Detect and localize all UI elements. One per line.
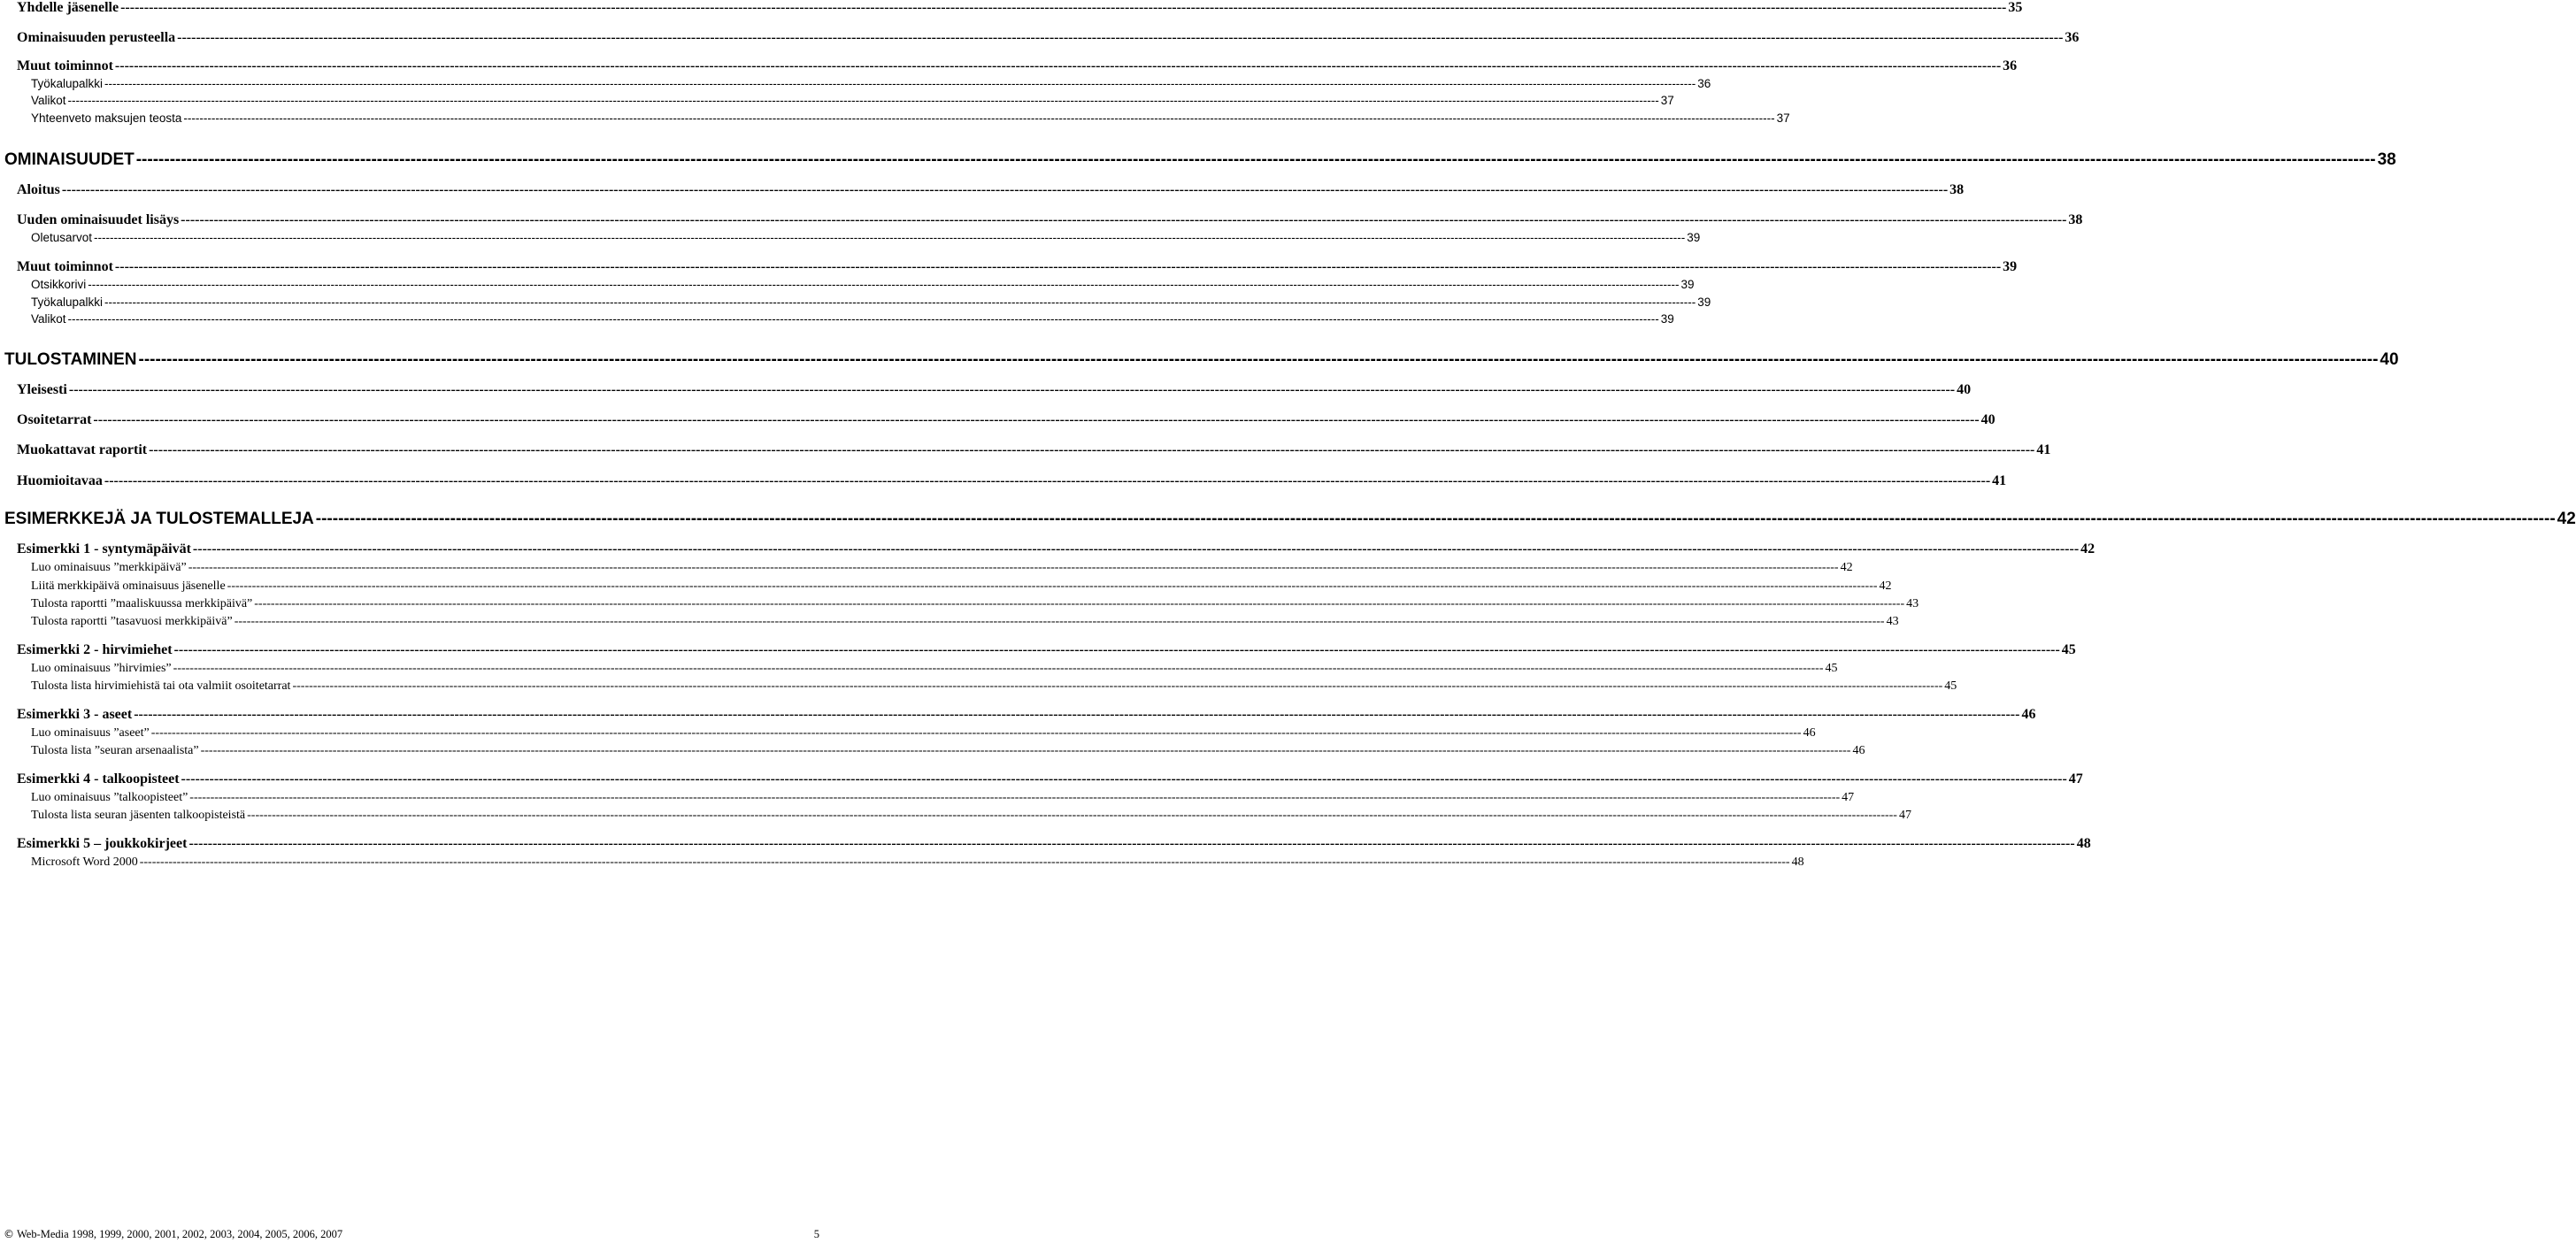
toc-leader: ---------------------------------------------------------------------------------------------------------------------------------------------------------------------------------------------------------------------------------------------------------------------------------------------------------------------------------------------------------------------------------------------------------------- <box>181 771 2067 786</box>
toc-entry-page: 40 <box>1957 382 1972 397</box>
toc-leader: ---------------------------------------------------------------------------------------------------------------------------------------------------------------------------------------------------------------------------------------------------------------------------------------------------------------------------------------------------------------------------------------------------------------- <box>292 679 1943 693</box>
toc-leader: ---------------------------------------------------------------------------------------------------------------------------------------------------------------------------------------------------------------------------------------------------------------------------------------------------------------------------------------------------------------------------------------------------------------- <box>88 278 1680 291</box>
toc-leader: ---------------------------------------------------------------------------------------------------------------------------------------------------------------------------------------------------------------------------------------------------------------------------------------------------------------------------------------------------------------------------------------------------------------- <box>188 836 2075 851</box>
toc-entry[interactable] <box>4 150 2396 170</box>
toc-entry[interactable] <box>17 836 2091 852</box>
toc-leader: ---------------------------------------------------------------------------------------------------------------------------------------------------------------------------------------------------------------------------------------------------------------------------------------------------------------------------------------------------------------------------------------------------------------- <box>189 791 1841 804</box>
toc-leader: ---------------------------------------------------------------------------------------------------------------------------------------------------------------------------------------------------------------------------------------------------------------------------------------------------------------------------------------------------------------------------------------------------------------- <box>188 561 1839 574</box>
toc-entry-page: 47 <box>1842 791 1855 804</box>
toc-entry-label: Työkalupalkki <box>31 77 104 90</box>
toc-entry-page: 36 <box>1697 77 1711 90</box>
toc-entry[interactable] <box>31 744 1865 758</box>
toc-leader: ---------------------------------------------------------------------------------------------------------------------------------------------------------------------------------------------------------------------------------------------------------------------------------------------------------------------------------------------------------------------------------------------------------------- <box>150 726 1802 740</box>
toc-entry-label: Tulosta raportti ”tasavuosi merkkipäivä” <box>31 615 233 628</box>
toc-entry[interactable] <box>17 442 2051 458</box>
toc-entry[interactable] <box>31 615 1899 629</box>
toc-leader: ---------------------------------------------------------------------------------------------------------------------------------------------------------------------------------------------------------------------------------------------------------------------------------------------------------------------------------------------------------------------------------------------------------------- <box>104 295 1696 309</box>
toc-entry-label: OMINAISUUDET <box>4 150 135 169</box>
toc-entry-label: Esimerkki 5 – joukkokirjeet <box>17 836 188 851</box>
copyright-icon: © <box>4 1228 14 1240</box>
toc-entry[interactable] <box>31 77 1711 90</box>
toc-entry[interactable] <box>17 259 2018 275</box>
toc-entry[interactable] <box>17 642 2076 658</box>
toc-entry-page: 45 <box>1944 679 1957 693</box>
toc-entry-label: Muokattavat raportit <box>17 442 148 457</box>
toc-leader: ---------------------------------------------------------------------------------------------------------------------------------------------------------------------------------------------------------------------------------------------------------------------------------------------------------------------------------------------------------------------------------------------------------------- <box>315 510 2556 528</box>
toc-entry[interactable] <box>31 856 1804 870</box>
toc-leader: ---------------------------------------------------------------------------------------------------------------------------------------------------------------------------------------------------------------------------------------------------------------------------------------------------------------------------------------------------------------------------------------------------------------- <box>68 382 1956 397</box>
toc-entry-label: Esimerkki 3 - aseet <box>17 707 133 722</box>
toc-entry-label: Tulosta lista ”seuran arsenaalista” <box>31 744 199 757</box>
toc-entry[interactable] <box>31 278 1695 291</box>
toc-leader: ---------------------------------------------------------------------------------------------------------------------------------------------------------------------------------------------------------------------------------------------------------------------------------------------------------------------------------------------------------------------------------------------------------------- <box>227 579 1878 593</box>
toc-entry-label: Esimerkki 2 - hirvimiehet <box>17 642 173 657</box>
toc-entry-page: 41 <box>1992 473 2007 488</box>
toc-entry-label: Yhteenveto maksujen teosta <box>31 111 182 125</box>
toc-entry-page: 42 <box>2557 510 2576 528</box>
toc-leader: ---------------------------------------------------------------------------------------------------------------------------------------------------------------------------------------------------------------------------------------------------------------------------------------------------------------------------------------------------------------------------------------------------------------- <box>135 150 2376 169</box>
toc-entry[interactable] <box>4 350 2399 370</box>
toc-entry[interactable] <box>31 111 1790 125</box>
toc-leader: ---------------------------------------------------------------------------------------------------------------------------------------------------------------------------------------------------------------------------------------------------------------------------------------------------------------------------------------------------------------------------------------------------------------- <box>139 856 1790 869</box>
toc-entry[interactable] <box>17 541 2095 557</box>
toc-entry-page: 43 <box>1906 597 1919 610</box>
toc-entry-label: Aloitus <box>17 182 60 197</box>
toc-entry[interactable] <box>17 473 2007 489</box>
toc-entry-page: 45 <box>1825 662 1838 675</box>
toc-leader: ---------------------------------------------------------------------------------------------------------------------------------------------------------------------------------------------------------------------------------------------------------------------------------------------------------------------------------------------------------------------------------------------------------------- <box>247 809 1897 822</box>
footer-copyright <box>4 1228 342 1241</box>
toc-leader: ---------------------------------------------------------------------------------------------------------------------------------------------------------------------------------------------------------------------------------------------------------------------------------------------------------------------------------------------------------------------------------------------------------------- <box>234 615 1885 628</box>
toc-leader: ---------------------------------------------------------------------------------------------------------------------------------------------------------------------------------------------------------------------------------------------------------------------------------------------------------------------------------------------------------------------------------------------------------------- <box>104 473 1991 488</box>
toc-leader: ---------------------------------------------------------------------------------------------------------------------------------------------------------------------------------------------------------------------------------------------------------------------------------------------------------------------------------------------------------------------------------------------------------------- <box>67 312 1659 326</box>
toc-entry-page: 40 <box>2380 350 2399 369</box>
toc-entry-label: Valikot <box>31 312 66 326</box>
toc-entry[interactable] <box>31 579 1892 594</box>
toc-entry-label: Microsoft Word 2000 <box>31 856 138 869</box>
toc-entry[interactable] <box>17 58 2018 74</box>
toc-leader: ---------------------------------------------------------------------------------------------------------------------------------------------------------------------------------------------------------------------------------------------------------------------------------------------------------------------------------------------------------------------------------------------------------------- <box>138 350 2379 369</box>
toc-entry[interactable] <box>31 597 1919 611</box>
toc-entry[interactable] <box>31 809 1911 823</box>
toc-leader: ---------------------------------------------------------------------------------------------------------------------------------------------------------------------------------------------------------------------------------------------------------------------------------------------------------------------------------------------------------------------------------------------------------------- <box>93 412 1980 427</box>
toc-leader: ---------------------------------------------------------------------------------------------------------------------------------------------------------------------------------------------------------------------------------------------------------------------------------------------------------------------------------------------------------------------------------------------------------------- <box>200 744 1851 757</box>
toc-entry-page: 38 <box>1949 182 1965 197</box>
toc-entry[interactable] <box>31 561 1853 575</box>
toc-leader: ---------------------------------------------------------------------------------------------------------------------------------------------------------------------------------------------------------------------------------------------------------------------------------------------------------------------------------------------------------------------------------------------------------------- <box>61 182 1949 197</box>
toc-leader: ---------------------------------------------------------------------------------------------------------------------------------------------------------------------------------------------------------------------------------------------------------------------------------------------------------------------------------------------------------------------------------------------------------------- <box>114 58 2002 73</box>
toc-entry-page: 46 <box>1852 744 1865 757</box>
toc-entry-page: 47 <box>2068 771 2083 786</box>
toc-leader: ---------------------------------------------------------------------------------------------------------------------------------------------------------------------------------------------------------------------------------------------------------------------------------------------------------------------------------------------------------------------------------------------------------------- <box>181 212 2067 227</box>
toc-entry[interactable] <box>31 231 1701 244</box>
toc-entry-label: Luo ominaisuus ”talkoopisteet” <box>31 791 188 804</box>
toc-entry-label: Oletusarvot <box>31 231 93 244</box>
toc-leader: ---------------------------------------------------------------------------------------------------------------------------------------------------------------------------------------------------------------------------------------------------------------------------------------------------------------------------------------------------------------------------------------------------------------- <box>94 231 1686 244</box>
toc-leader: ---------------------------------------------------------------------------------------------------------------------------------------------------------------------------------------------------------------------------------------------------------------------------------------------------------------------------------------------------------------------------------------------------------------- <box>120 0 2007 15</box>
toc-entry-page: 39 <box>1697 295 1711 309</box>
toc-entry-page: 46 <box>2021 707 2036 722</box>
toc-entry-label: Esimerkki 1 - syntymäpäivät <box>17 541 191 556</box>
toc-entry-page: 40 <box>1980 412 1995 427</box>
toc-entry-page: 45 <box>2061 642 2076 657</box>
toc-entry-page: 39 <box>1680 278 1695 291</box>
toc-leader: ---------------------------------------------------------------------------------------------------------------------------------------------------------------------------------------------------------------------------------------------------------------------------------------------------------------------------------------------------------------------------------------------------------------- <box>192 541 2080 556</box>
toc-entry-page: 39 <box>2003 259 2018 274</box>
toc-entry-page: 37 <box>1660 94 1674 107</box>
toc-entry[interactable] <box>31 312 1674 326</box>
toc-entry-label: Valikot <box>31 94 66 107</box>
toc-entry[interactable] <box>31 791 1855 805</box>
toc-entry[interactable] <box>17 182 1965 198</box>
toc-entry-label: Työkalupalkki <box>31 295 104 309</box>
toc-entry-label: Uuden ominaisuudet lisäys <box>17 212 180 227</box>
toc-entry-label: Liitä merkkipäivä ominaisuus jäsenelle <box>31 579 226 593</box>
toc-leader: ---------------------------------------------------------------------------------------------------------------------------------------------------------------------------------------------------------------------------------------------------------------------------------------------------------------------------------------------------------------------------------------------------------------- <box>254 597 1905 610</box>
toc-entry-label: Huomioitavaa <box>17 473 103 488</box>
toc-entry-label: Tulosta lista hirvimiehistä tai ota valmiit osoitetarrat <box>31 679 291 693</box>
toc-entry-label: Muut toiminnot <box>17 259 113 274</box>
toc-entry-label: Otsikkorivi <box>31 278 87 291</box>
toc-leader: ---------------------------------------------------------------------------------------------------------------------------------------------------------------------------------------------------------------------------------------------------------------------------------------------------------------------------------------------------------------------------------------------------------------- <box>104 77 1696 90</box>
toc-leader: ---------------------------------------------------------------------------------------------------------------------------------------------------------------------------------------------------------------------------------------------------------------------------------------------------------------------------------------------------------------------------------------------------------------- <box>173 662 1824 675</box>
toc-entry-page: 39 <box>1687 231 1701 244</box>
toc-entry-page: 37 <box>1776 111 1790 125</box>
toc-entry-label: Esimerkki 4 - talkoopisteet <box>17 771 180 786</box>
toc-leader: ---------------------------------------------------------------------------------------------------------------------------------------------------------------------------------------------------------------------------------------------------------------------------------------------------------------------------------------------------------------------------------------------------------------- <box>114 259 2002 274</box>
toc-entry-page: 39 <box>1660 312 1674 326</box>
toc-entry-page: 41 <box>2036 442 2051 457</box>
toc-entry[interactable] <box>31 726 1816 740</box>
toc-leader: ---------------------------------------------------------------------------------------------------------------------------------------------------------------------------------------------------------------------------------------------------------------------------------------------------------------------------------------------------------------------------------------------------------------- <box>67 94 1659 107</box>
toc-entry-label: Luo ominaisuus ”merkkipäivä” <box>31 561 187 574</box>
footer-page-number: 5 <box>813 1228 819 1240</box>
toc-entry-page: 48 <box>2076 836 2091 851</box>
toc-entry-page: 47 <box>1898 809 1911 822</box>
toc-entry[interactable] <box>31 679 1957 694</box>
toc-entry-label: ESIMERKKEJÄ JA TULOSTEMALLEJA <box>4 510 314 528</box>
toc-entry[interactable] <box>17 0 2023 16</box>
toc-entry-label: Tulosta lista seuran jäsenten talkoopisteistä <box>31 809 246 822</box>
toc-entry[interactable] <box>4 510 2576 529</box>
toc-entry-page: 43 <box>1886 615 1899 628</box>
toc-entry[interactable] <box>31 94 1674 107</box>
toc-entry-label: Luo ominaisuus ”aseet” <box>31 726 150 740</box>
toc-leader: ---------------------------------------------------------------------------------------------------------------------------------------------------------------------------------------------------------------------------------------------------------------------------------------------------------------------------------------------------------------------------------------------------------------- <box>134 707 2020 722</box>
toc-entry[interactable] <box>17 382 1972 398</box>
toc-entry-page: 42 <box>2080 541 2095 556</box>
toc-entry-page: 35 <box>2008 0 2023 15</box>
toc-entry-page: 42 <box>1840 561 1853 574</box>
toc-entry-page: 48 <box>1791 856 1804 869</box>
toc-entry-label: Ominaisuuden perusteella <box>17 30 176 45</box>
toc-entry-page: 38 <box>2068 212 2083 227</box>
footer-copyright-text: Web-Media 1998, 1999, 2000, 2001, 2002, 2003, 2004, 2005, 2006, 2007 <box>17 1228 343 1240</box>
toc-entry-page: 42 <box>1879 579 1892 593</box>
page-footer <box>4 1228 819 1241</box>
toc-entry-label: TULOSTAMINEN <box>4 350 137 369</box>
toc-leader: ---------------------------------------------------------------------------------------------------------------------------------------------------------------------------------------------------------------------------------------------------------------------------------------------------------------------------------------------------------------------------------------------------------------- <box>177 30 2064 45</box>
toc-entry[interactable] <box>17 707 2036 723</box>
toc-entry-label: Luo ominaisuus ”hirvimies” <box>31 662 172 675</box>
toc-entry[interactable] <box>31 662 1838 676</box>
toc-entry[interactable] <box>17 212 2083 228</box>
toc-entry[interactable] <box>31 295 1711 309</box>
toc-entry-page: 36 <box>2065 30 2080 45</box>
toc-entry-label: Muut toiminnot <box>17 58 113 73</box>
toc-entry-page: 46 <box>1803 726 1816 740</box>
toc-leader: ---------------------------------------------------------------------------------------------------------------------------------------------------------------------------------------------------------------------------------------------------------------------------------------------------------------------------------------------------------------------------------------------------------------- <box>149 442 2035 457</box>
toc-entry-label: Tulosta raportti ”maaliskuussa merkkipäivä” <box>31 597 253 610</box>
toc-entry[interactable] <box>17 30 2080 46</box>
toc-entry-label: Yleisesti <box>17 382 67 397</box>
toc-entry[interactable] <box>17 771 2083 787</box>
toc-leader: ---------------------------------------------------------------------------------------------------------------------------------------------------------------------------------------------------------------------------------------------------------------------------------------------------------------------------------------------------------------------------------------------------------------- <box>173 642 2060 657</box>
toc-entry[interactable] <box>17 412 1995 428</box>
toc-entry-label: Yhdelle jäsenelle <box>17 0 119 15</box>
toc-entry-label: Osoitetarrat <box>17 412 92 427</box>
toc-entry-page: 38 <box>2377 150 2396 169</box>
toc-leader: ---------------------------------------------------------------------------------------------------------------------------------------------------------------------------------------------------------------------------------------------------------------------------------------------------------------------------------------------------------------------------------------------------------------- <box>183 111 1775 125</box>
toc-entry-page: 36 <box>2003 58 2018 73</box>
